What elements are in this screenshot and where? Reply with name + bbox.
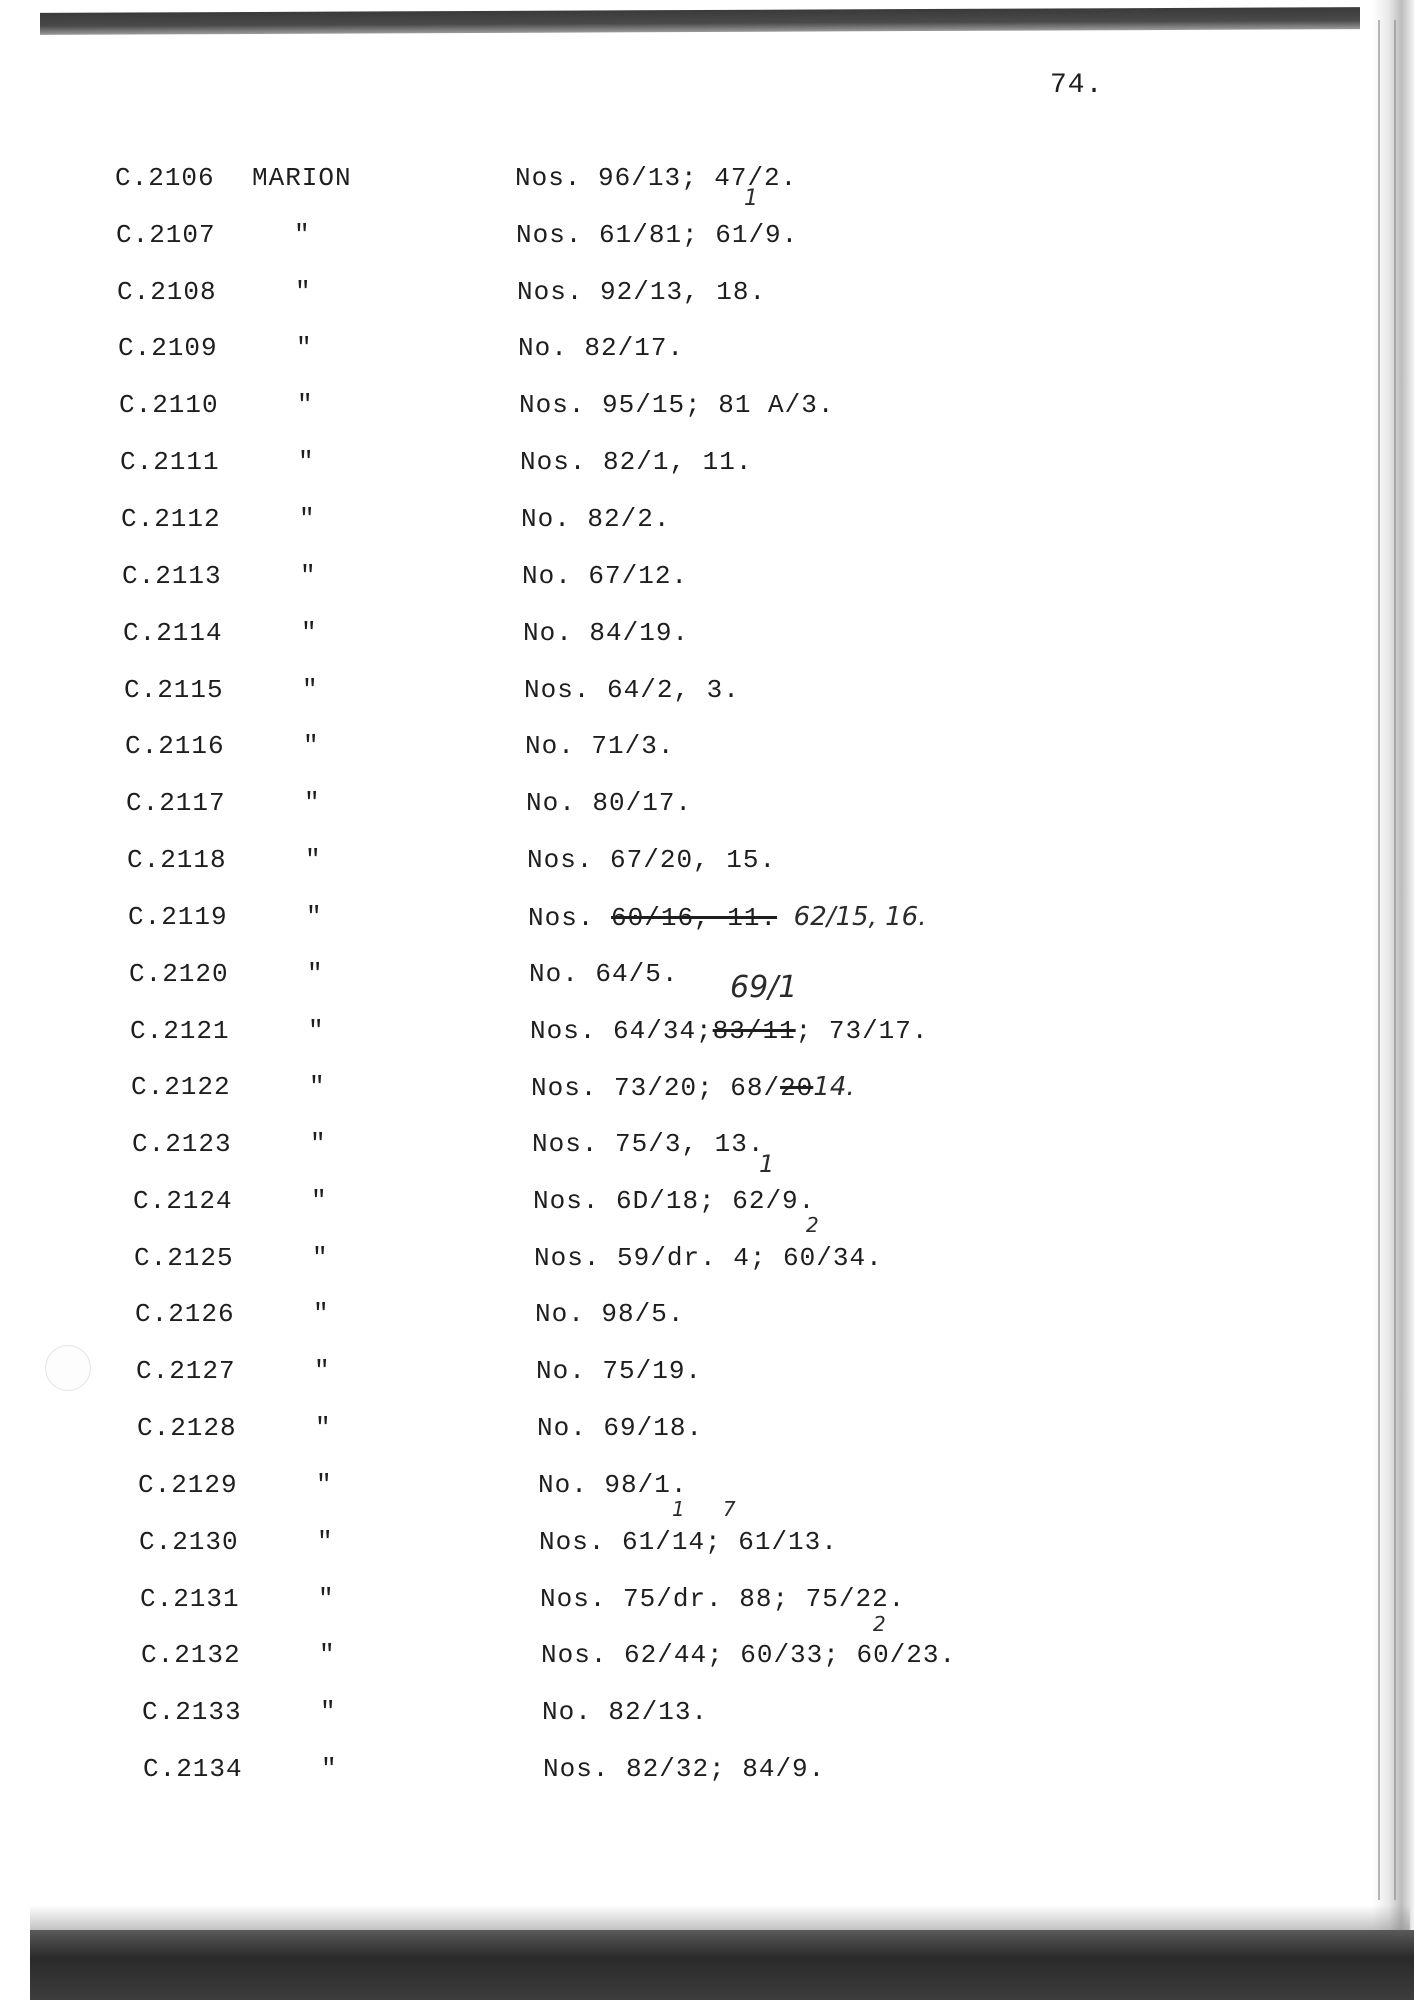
entry-values: 6D/18; 62/9. [616,1186,816,1216]
entry-prefix: Nos. [527,845,594,875]
ditto-mark: " [303,731,320,761]
scan-top-shadow [40,7,1360,35]
entry-code: C.2109 [118,333,218,363]
entry-numbers [532,1129,764,1159]
entry-values: 73/20; 68/ [614,1073,781,1103]
entry-numbers [521,504,670,534]
entry-values-after: ; 73/17. [795,1016,929,1046]
entry-prefix: No. [518,333,568,363]
entry-prefix: No. [535,1299,585,1329]
ditto-mark: " [297,390,314,420]
entry-values: 69/18. [603,1413,704,1443]
ditto-mark: " [300,561,317,591]
entry-values: 82/32; 84/9. [626,1754,826,1784]
ditto-mark: " [318,1584,335,1614]
ditto-mark: " [294,220,311,250]
entry-prefix: Nos. [541,1640,608,1670]
entry-numbers [543,1754,825,1784]
entry-code: C.2106 [115,163,215,193]
entry-code: C.2110 [119,390,219,420]
ditto-mark: " [298,447,315,477]
entry-prefix: Nos. [531,1073,598,1103]
handwritten-annotation: 1 7 [672,1497,736,1521]
entry-values: 67/20, 15. [610,845,777,875]
entry-values: 71/3. [591,731,675,761]
entry-prefix: No. [521,504,571,534]
entry-values: 75/19. [602,1356,703,1386]
entry-numbers [542,1697,708,1727]
handwritten-annotation: 69/1 [730,970,798,1005]
entry-prefix: Nos. [516,220,583,250]
entry-values: 64/34; [613,1016,713,1046]
entry-code: C.2119 [128,902,228,932]
entry-values: 75/3, 13. [615,1129,765,1159]
entry-prefix: Nos. [519,390,586,420]
ditto-mark: " [315,1413,332,1443]
entry-numbers [540,1584,905,1614]
entry-prefix: Nos. [520,447,587,477]
entry-prefix: No. [537,1413,587,1443]
entry-code: C.2125 [134,1243,234,1273]
entry-numbers [535,1299,684,1329]
entry-code: C.2131 [140,1584,240,1614]
entry-numbers [524,675,740,705]
entry-numbers [534,1243,883,1273]
entry-values: 61/14; 61/13. [622,1527,838,1557]
ditto-mark: " [307,959,324,989]
entry-numbers [522,561,688,591]
handwritten-correction: 14. [813,1072,855,1102]
ditto-mark: " [305,845,322,875]
entry-prefix: No. [522,561,572,591]
ditto-mark: " [299,504,316,534]
entry-numbers [518,333,684,363]
ditto-mark: " [313,1299,330,1329]
entry-code: C.2116 [125,731,225,761]
entry-code: C.2132 [141,1640,241,1670]
punch-hole [45,1345,91,1391]
entry-values: 64/5. [595,959,679,989]
page-edge-line [1378,20,1380,1900]
entry-code: C.2117 [126,788,226,818]
entry-code: C.2129 [138,1470,238,1500]
entry-values: 61/81; 61/9. [599,220,799,250]
struck-text: 20 [780,1073,814,1103]
entry-prefix: No. [523,618,573,648]
entry-code: C.2113 [122,561,222,591]
entry-prefix: Nos. [543,1754,610,1784]
page-edge-line [1394,20,1396,1900]
entry-numbers [536,1356,702,1386]
ditto-mark: " [308,1016,325,1046]
entry-prefix: Nos. [533,1186,600,1216]
entry-values: 67/12. [588,561,689,591]
entry-numbers [516,220,798,250]
entry-numbers [538,1470,687,1500]
entry-numbers [533,1186,815,1216]
entry-values: 95/15; 81 A/3. [602,390,835,420]
entry-numbers [519,390,834,420]
entry-code: C.2121 [130,1016,230,1046]
entry-prefix: Nos. [540,1584,607,1614]
entry-code: C.2111 [120,447,220,477]
entry-numbers [526,788,692,818]
entry-prefix: No. [536,1356,586,1386]
entry-values: 84/19. [589,618,690,648]
entry-prefix: Nos. [530,1016,597,1046]
entry-values: 62/44; 60/33; 60/23. [624,1640,957,1670]
entry-numbers [517,277,766,307]
entry-prefix: Nos. [534,1243,601,1273]
entry-values: 82/1, 11. [603,447,753,477]
entry-numbers [528,902,926,933]
ditto-mark: " [309,1072,326,1102]
entry-code: C.2114 [123,618,223,648]
entry-numbers [523,618,689,648]
entry-code: C.2112 [121,504,221,534]
ditto-mark: " [301,618,318,648]
entry-name: MARION [252,163,352,193]
entry-numbers [541,1640,956,1670]
ditto-mark: " [296,333,313,363]
ditto-mark: " [311,1186,328,1216]
entry-numbers [539,1527,838,1557]
handwritten-annotation: 2 [806,1213,819,1237]
entry-values: 64/2, 3. [607,675,740,705]
entry-numbers [537,1413,703,1443]
ditto-mark: " [306,902,323,932]
ditto-mark: " [319,1640,336,1670]
entry-prefix: No. [529,959,579,989]
entry-values: 98/1. [604,1470,688,1500]
entry-code: C.2126 [135,1299,235,1329]
ditto-mark: " [304,788,321,818]
handwritten-annotation: 1 [759,1150,775,1178]
entry-prefix: Nos. [517,277,584,307]
entry-prefix: Nos. [539,1527,606,1557]
ditto-mark: " [321,1754,338,1784]
struck-text: 83/11 [712,1016,796,1046]
ditto-mark: " [302,675,319,705]
entry-code: C.2115 [124,675,224,705]
handwritten-correction: 62/15, 16. [793,902,927,932]
entry-code: C.2124 [133,1186,233,1216]
entry-code: C.2130 [139,1527,239,1557]
entry-code: C.2107 [116,220,216,250]
entry-numbers [531,1072,855,1103]
entry-values: 82/2. [587,504,671,534]
entry-values: 98/5. [601,1299,685,1329]
ditto-mark: " [317,1527,334,1557]
entry-numbers [529,959,678,989]
entry-prefix: Nos. [515,163,582,193]
handwritten-annotation: 2 [873,1612,886,1636]
entry-prefix: Nos. [532,1129,599,1159]
entry-prefix: No. [538,1470,588,1500]
entry-prefix: No. [525,731,575,761]
entry-prefix: No. [542,1697,592,1727]
page-number: 74. [1050,70,1104,101]
entry-values: 75/dr. 88; 75/22. [623,1584,906,1614]
entry-numbers [530,1016,929,1046]
entry-prefix: No. [526,788,576,818]
entry-values: 80/17. [592,788,693,818]
entry-code: C.2123 [132,1129,232,1159]
entry-numbers [527,845,776,875]
entry-code: C.2127 [136,1356,236,1386]
entry-values: 82/13. [608,1697,709,1727]
struck-text: 60/16, 11. [611,903,778,933]
ditto-mark: " [310,1129,327,1159]
ditto-mark: " [314,1356,331,1386]
entry-code: C.2118 [127,845,227,875]
entry-values: 59/dr. 4; 60/34. [617,1243,883,1273]
entry-code: C.2108 [117,277,217,307]
entry-numbers [525,731,674,761]
entry-values: 82/17. [584,333,685,363]
entry-code: C.2133 [142,1697,242,1727]
scan-bottom-fade [30,1905,1410,1933]
entry-prefix: Nos. [524,675,591,705]
entry-code: C.2120 [129,959,229,989]
ditto-mark: " [312,1243,329,1273]
entry-code: C.2134 [143,1754,243,1784]
handwritten-annotation: 1 [744,186,758,211]
ditto-mark: " [295,277,312,307]
ditto-mark: " [316,1470,333,1500]
entry-numbers [520,447,752,477]
entry-values: 92/13, 18. [600,277,767,307]
scan-bottom-shadow [30,1930,1414,2000]
entry-prefix: Nos. [528,903,595,933]
entry-values: 96/13; 47/2. [598,163,798,193]
entry-code: C.2122 [131,1072,231,1102]
ditto-mark: " [320,1697,337,1727]
entry-code: C.2128 [137,1413,237,1443]
